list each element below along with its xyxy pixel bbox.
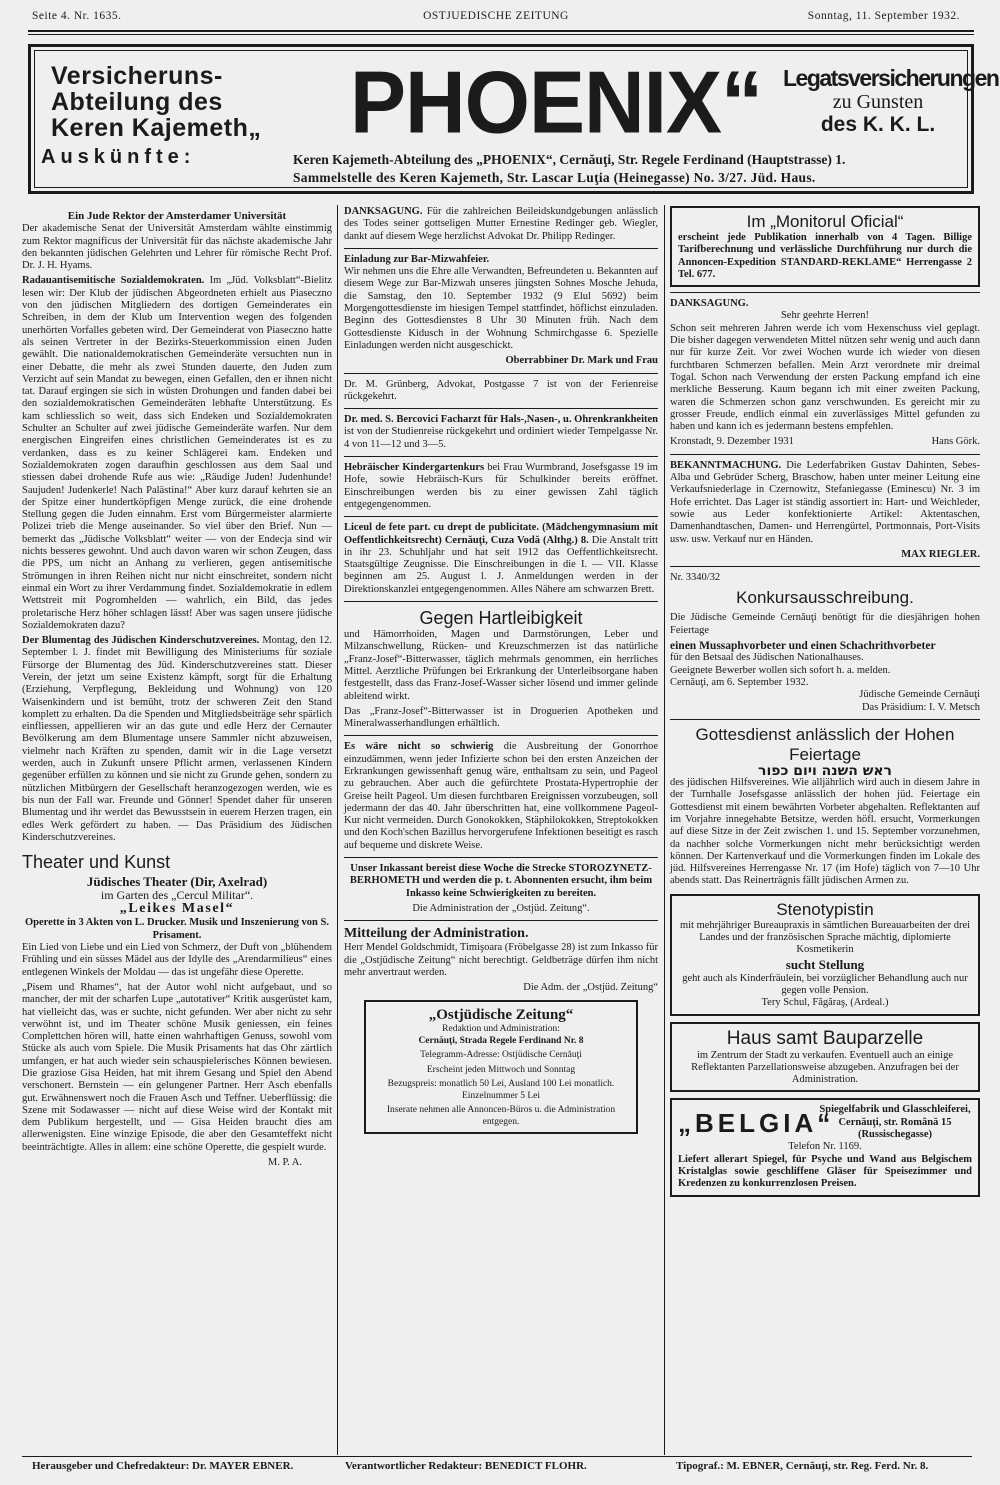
header-rule-thin bbox=[28, 34, 974, 35]
ad-stenotypistin-title: Stenotypistin bbox=[776, 899, 874, 919]
imprint-line-2: Cernăuţi, Strada Regele Ferdinand Nr. 8 bbox=[418, 1035, 584, 1046]
ad-monitorul-title: Im „Monitorul Oficial“ bbox=[746, 212, 904, 231]
imprint-box bbox=[364, 1000, 638, 1134]
article-body-blumentag: Montag, den 12. September l. J. findet mit Bewilligung des Ministeriums für soziale Fürsorge der Blumentag des Jüd. Kinderschutzvereines statt. Dieser Verein, der jetzt um seine Existenz kämpft, sorgt für die Erhaltung (Erziehung, Verpflegung, Bekleidung und Wohnung) von 120 Waisenkindern und ist bemüht, trotz der schweren Zeit den Stand komplett zu erhalten. Da die Spenden und Mitgliedsbeiträge sehr spärlich einfliessen, appellieren wir an das gute und edle Herz der Cernauter Bevölkerung am dem Blumentage unsere Sammler nicht abzuweisen, vielmehr nach Kräften zu spenden, damit wir in die Lage versetzt werden, auch in Zukunft unsere Pflicht armen, verlassenen Kindern gegenüber erfüllen zu können und sie nicht zu Grunde gehen, sondern zu nützlichen Mitbürgern der Gesellschaft heranzogezogen werden, wie es bis nun der Fall war. Freunde und Gönner! Spendet daher für unseren Blumentag und ihr werdet das Bewusstsein in euerem Herzen tragen, ein edles Werk gefördert zu haben. — Das Präsidium des Jüdischen Kinderschutzvereines. bbox=[22, 635, 333, 843]
ad-stenotypistin-line-3: geht auch als Kinderfräulein, bei vorzüglicher Behandlung auch nur gegen volle Pension. bbox=[682, 972, 968, 996]
banner-info-line1: Keren Kajemeth-Abteilung des „PHOENIX“, Cernăuţi, Str. Regele Ferdinand (Hauptstrasse) 1. bbox=[293, 152, 846, 167]
notice-inkassant-signature: Die Administration der „Ostjüd. Zeitung“. bbox=[412, 902, 590, 914]
banner-right-b: zu Gunsten bbox=[832, 91, 924, 113]
notice-kindergarten-body: bei Frau Wurmbrand, Josefsgasse 19 im Hofe, sowie Hebräisch-Kurs für Schulkinder bereits eröffnet. Einschreibungen werden bis zu einer gewissen Zahl täglich entgegengenommen. bbox=[344, 462, 658, 510]
ad-haus bbox=[670, 1022, 980, 1093]
theater-review-2: „Pisem und Rhames“, hat der Autor wohl nicht aufgebaut, und so mancher, der mit der scharfen Lupe „autotativer“ Kritik ausgerüstet kam, hat vielleicht das, was er suchte, nicht gefunden. Wer aber nicht zu sehr verwöhnt ist, und im Theater schöne Musik geniessen, ein feines Complettchen hören will, hatte einen wahrhaftigen Genuss, sowohl vom Stücke als auch vom Spiele. Die Musik Prisaments hat das Ohr zärtlich umfangen, er hat auch wieder sein schauspielerisches Können bewiesen. Die graziose Gisa Heiden, hat mit ihrem Gesang und Spiel den Abend verschonert. Bernstein — ein gelungener Partner. Herr Asch ebenfalls gut. Erwähnenswert noch die Frauen Asch und Teffner. Ueberflüssig: die Szene mit Sodawasser — nicht auf diese Weise wird der Kontakt mit dem Publikum hergestellt, und — Gisa Heiden braucht dies am allerwenigsten. Eine winzige Episode, die aber den Gesamteffekt nicht beeinträchtigte. Alles in allem: eine schöne Operette, die gespielt wurde. bbox=[22, 981, 332, 1153]
letter-title: DANKSAGUNG. bbox=[670, 298, 749, 310]
konkurs-line-4: Geeignete Bewerber wollen sich sofort h. a. melden. bbox=[670, 664, 891, 676]
ad-haus-body: im Zentrum der Stadt zu verkaufen. Eventuell auch an einige Reflektanten Parzellationsweise abzugeben. Anzufragen bei der Administration. bbox=[691, 1049, 959, 1086]
footer-editor: Verantwortlicher Redakteur: BENEDICT FLOHR. bbox=[345, 1460, 587, 1472]
ad-hartleibigkeit-title: Gegen Hartleibigkeit bbox=[419, 608, 583, 629]
banner-left-text: Versicheruns-Abteilung des Keren Kajemeth„ bbox=[51, 62, 262, 142]
notice-kindergarten bbox=[344, 462, 658, 511]
notice-inkassant: Unser Inkassant bereist diese Woche die Strecke STOROZYNETZ-BERHOMETH und werden die p. t. Abonnenten ersucht, ihm beim Inkasso keine Schwierigkeiten zu bereiten. bbox=[349, 863, 653, 899]
notice-bekanntmachung-body: Die Lederfabriken Gustav Dahinten, Sebes-Alba und Gebrüder Scherg, Braschow, haben unter meiner Leitung eine Verkaufsniederlage in Czernowitz, Stefaniegasse (Eminescu) Nr. 3 im Hofe errichtet. Das Lager ist ständig assortiert in: Hart- und Weichleder, sowie aus Leder konfektionierte Artikel: Aktentaschen, Damenhandtaschen, Damen- und Herrengürtel, Portmonnais, Port-Visits usw. usw. Verkauf nur en Händen. bbox=[670, 459, 980, 545]
ad-belgia-brand: „BELGIA“ bbox=[678, 1107, 835, 1138]
imprint-line-4: Erscheint jeden Mittwoch und Sonntag bbox=[426, 1064, 576, 1075]
letter-place-date: Kronstadt, 9. Dezember 1931 bbox=[670, 436, 794, 448]
ad-monitorul-body: erscheint jede Publikation innerhalb von 4 Tagen. Billige Tarifberechnung und verlässliche Durchführung nur durch die Annoncen-Expedition STANDARD-REKLAME“ Herrengasse 2 Tel. 677. bbox=[678, 232, 972, 280]
ad-stenotypistin bbox=[670, 894, 980, 1016]
notice-danksagung bbox=[344, 206, 658, 243]
theater-play: „Leikes Masel“ bbox=[119, 901, 235, 917]
column-3 bbox=[670, 206, 980, 1197]
article-title-social: Radauantisemitische Sozialdemokraten. bbox=[22, 275, 205, 287]
notice-mitteilung-title: Mitteilung der Administration. bbox=[344, 926, 529, 942]
article-blumentag bbox=[22, 635, 332, 844]
running-header bbox=[32, 10, 960, 30]
imprint-line-5: Bezugspreis: monatlich 50 Lei, Ausland 100 Lei monatlich. Einzelnummer 5 Lei bbox=[387, 1079, 615, 1101]
header-rule bbox=[28, 30, 974, 32]
ad-stenotypistin-line-2: sucht Stellung bbox=[785, 956, 865, 972]
theater-review-1: Ein Lied von Liebe und ein Lied von Schmerz, der Duft von „blühendem Frühling und ein süsses Mädel aus der Idylle des „Arendarmilieus“ eines entlegenen Winkels der Moldau — das ist ungefähr diese Operette. bbox=[22, 942, 332, 978]
section-theater: Theater und Kunst bbox=[22, 852, 171, 873]
konkurs-line-3: für den Betsaal des Jüdischen Nationalhauses. bbox=[670, 652, 864, 664]
gottesdienst-title: Gottesdienst anlässlich der Hohen Feiertage bbox=[695, 724, 955, 764]
ad-hartleibigkeit-body: und Hämorrhoiden, Magen und Darmstörungen, Leber und Milzanschwellung, Rücken- und Kreuzschmerzen ist das natürliche „Franz-Josef“-Bitterwasser, täglich mehrmals genommen, ein herrliches Mittel. Aerztliche Prüfungen bei Erkrankung der Unterleibsorgane haben festgestellt, dass das Franz-Josef-Wasser sicher lösend und immer gelinde ableitend wirkt. bbox=[344, 629, 658, 702]
footer-rule bbox=[22, 1456, 972, 1457]
notice-bercovici-body: ist von der Studienreise rückgekehrt und ordiniert wieder Tempelgasse Nr. 4 von 11—12 und 3—5. bbox=[344, 426, 658, 450]
imprint-line-3: Telegramm-Adresse: Ostjüdische Cernăuţi bbox=[420, 1050, 582, 1061]
ad-pageol-body: die Ausbreitung der Gonorrhoe einzudämmen, wenn jeder Infizierte schon bei den ersten Anzeichen der Erkrankungen gewissenhaft genug wäre, enthaltsam zu sein, und Pageol zu gebrauchen. Aber auch die gefürchtete Prostata-Hypertrophie der Greise heilt Pageol. Um diesen furchtbaren Ereignissen vorzubeugen, soll jedermann der das 40. Jahr überschritten hat, eine vollkommene Pageol-Kur nicht vermeiden. Durch Gonokokken, Stäphilokokken, Streptokokken und den Koch'schen Bazillus hervorgerufene Infektionen beseitigt es rasch auf bequeme und diskrete Weise. bbox=[344, 741, 658, 851]
notice-barmizwah-signature: Oberrabbiner Dr. Mark und Frau bbox=[505, 355, 658, 367]
theater-venue: im Garten des „Cercul Militar“. bbox=[100, 888, 254, 903]
konkurs-line-5: Cernăuţi, am 6. September 1932. bbox=[670, 676, 809, 688]
article-title-blumentag: Der Blumentag des Jüdischen Kinderschutzvereines. bbox=[22, 635, 260, 647]
notice-bekanntmachung bbox=[670, 460, 980, 546]
ad-hartleibigkeit-sales: Das „Franz-Josef“-Bitterwasser ist in Droguerien Apotheken und Mineralwasserhandlungen erhältlich. bbox=[344, 705, 658, 730]
gottesdienst-hebrew: ראש השנה ויום כפור bbox=[758, 762, 892, 779]
footer-printer: Tipograf.: M. EBNER, Cernăuţi, str. Reg. Ferd. Nr. 8. bbox=[676, 1460, 929, 1472]
notice-mitteilung-signature: Die Adm. der „Ostjüd. Zeitung“ bbox=[523, 982, 658, 994]
notice-kindergarten-title: Hebräischer Kindergartenkurs bbox=[344, 462, 485, 474]
notice-bercovici bbox=[344, 414, 658, 451]
banner-brand: PHOENIX“ bbox=[349, 52, 763, 152]
konkurs-line-1: Die Jüdische Gemeinde Cernăuţi benötigt für die diesjährigen hohen Feiertage bbox=[670, 612, 980, 636]
ad-belgia-top bbox=[678, 1104, 972, 1141]
ad-stenotypistin-line-1: mit mehrjähriger Bureaupraxis in sämtlichen Bureauarbeiten der drei Landes und der französischen Sprache mächtig, diplomierte Kosmetikerin bbox=[679, 919, 971, 956]
banner-info-line2: Sammelstelle des Keren Kajemeth, Str. Lascar Luţia (Heinegasse) No. 3/27. Jüd. Haus. bbox=[293, 170, 816, 185]
column-rule-2 bbox=[664, 205, 665, 1455]
column-1 bbox=[22, 206, 332, 1169]
ad-monitorul bbox=[670, 206, 980, 287]
theater-signature: M. P. A. bbox=[267, 1157, 302, 1169]
column-rule-1 bbox=[337, 205, 338, 1455]
konkurs-number: Nr. 3340/32 bbox=[670, 572, 721, 584]
banner-info-label: Auskünfte: bbox=[41, 146, 196, 168]
article-body-rektor: Der akademische Senat der Universität Amsterdam wählte einstimmig zum Rektor magnificus der Universität für das nächste akademische Jahr den bekannten jüdischen Gelehrten und Lehrer für römische Recht Prof. Dr. J. H. Hyams. bbox=[22, 223, 332, 272]
banner-right-c: des K. K. L. bbox=[820, 113, 936, 136]
ad-belgia-phone: Telefon Nr. 1169. bbox=[788, 1141, 862, 1153]
theater-name: Jüdisches Theater (Dir, Axelrad) bbox=[86, 874, 268, 890]
notice-liceul-title: Liceul de fete part. cu drept de publicitate. (Mädchengymnasium mit Oeffentlichkeitsrecht) Cernăuţi, Cuza Vodă (Althg.) 8. bbox=[344, 522, 658, 546]
notice-bekanntmachung-title: BEKANNTMACHUNG. bbox=[670, 459, 782, 471]
gottesdienst-body: des jüdischen Hilfsvereines. Wie alljährlich wird auch in diesem Jahre in der Turnhalle Josefsgasse anlässlich der hohen jüd. Feiertage ein Gottesdienst mit einem bewährten Vorbeter abgehalten. Reflektanten auf im Vorjahre innegehabte Betsitze, werden höfl. ersucht, Vormerkungen auf diese Sitze in der Zeit zwischen 1. und 15. September vorzunehmen, da nachher solche Vormerkungen nicht mehr berücksichtigt werden können. Der Kartenverkauf und die Vormerkungen finden im Lokale des jüd. Hilfsvereines Herrengasse Nr. 17 (im Hofe) täglich von 7—10 Uhr abends statt. Das Reinerträgnis fällt jüdischen Armen zu. bbox=[670, 777, 980, 887]
letter-body: Schon seit mehreren Jahren werde ich vom Hexenschuss viel geplagt. Die bisher dagegen verwendeten Mittel nützen sehr wenig und auch dann nur für kurze Zeit. Vor zwei Wochen wurde ich wieder von diesen furchtbaren Schmerzen befallen. Mein Arzt verordnete mir dreimal Togal. Schon nach Verwendung der ersten Packung empfand ich eine merkliche Besserung. Kaum begann ich mit einer zweiten Packung, waren die Schmerzen schon ganz verschwunden. Es gereicht mir zu grosser Freude, endlich einmal ein zuverlässiges Mittel gefunden zu haben und kann ich es jedermann bestens empfehlen. bbox=[670, 322, 980, 433]
ad-haus-title: Haus samt Bauparzelle bbox=[726, 1027, 924, 1049]
letter-greeting: Sehr geehrte Herren! bbox=[780, 310, 870, 322]
footer-publisher: Herausgeber und Chefredakteur: Dr. MAYER EBNER. bbox=[32, 1460, 294, 1472]
konkurs-line-2: einen Mussaphvorbeter und einen Schachrithvorbeter bbox=[670, 640, 936, 653]
notice-barmizwah-body: Wir nehmen uns die Ehre alle Verwandten, Befreundeten u. Bekannten auf diesem Wege zur Bar-Mizwah unseres jüngsten Sohnes Mosche Jehuda, die Samstag, den 10. September 1932 (9 Elul 5692) beim Morgengottesdienste im hiesigen Tempel stattfindet, höflichst einzuladen. Beginn des Gottesdienstes 8 Uhr 30 Minuten früh. Nach dem Gottesdienste Kidusch in der Wohnung Schmirchgasse 6. Spezielle Einladungen werden nicht ausgeschickt. bbox=[344, 266, 658, 351]
ad-stenotypistin-line-4: Tery Schul, Făgăraş, (Ardeal.) bbox=[761, 997, 889, 1009]
notice-barmizwah-title: Einladung zur Bar-Mizwahfeier. bbox=[344, 253, 490, 265]
paper-title: OSTJUEDISCHE ZEITUNG bbox=[423, 10, 569, 22]
notice-liceul-body: Die Anstalt tritt in ihr 23. Schuhljahr und hat seit 1912 das Oeffentlichkeitsrecht. Staatsgültige Zeugnisse. Die Einschreibungen in die I. — VII. Klasse beginnen am 25. August l. J. Anmeldungen werden in der Direktionskanzlei entgegengenommen. Alles Nähere am schwarzen Brett. bbox=[344, 534, 659, 595]
article-social bbox=[22, 275, 332, 632]
article-title-rektor: Ein Jude Rektor der Amsterdamer Universität bbox=[67, 210, 287, 222]
notice-bekanntmachung-signature: MAX RIEGLER. bbox=[901, 548, 980, 560]
ad-belgia-address: Spiegelfabrik und Glasschleiferei, Cernăuţi, str. Română 15 (Russischegasse) bbox=[819, 1104, 971, 1141]
notice-bercovici-title: Dr. med. S. Bercovici Facharzt für Hals-,Nasen-, u. Ohrenkrankheiten bbox=[344, 414, 658, 426]
letter-signature: Hans Görk. bbox=[931, 436, 980, 448]
ad-pageol-title: Es wäre nicht so schwierig bbox=[344, 741, 494, 753]
imprint-title: „Ostjüdische Zeitung“ bbox=[428, 1007, 574, 1024]
page-number: Seite 4. Nr. 1635. bbox=[32, 10, 122, 22]
phoenix-banner bbox=[28, 44, 999, 194]
letter-footer bbox=[670, 436, 980, 448]
article-body-social: Im „Jüd. Volksblatt“-Bielitz lesen wir: Der Klub der jüdischen Abgeordneten erhielt aus Piaseczno von den jüdischen Mitgliedern des dortigen Gemeinderates ein Schreiben, in dem der Klub um Intervention wegen des folgenden unerhörten Vorfalles gebeten wird. Der Gemeinderat von Piaseczno hatte als seinen Vertreter in der Bezirks-Steuerkommission einen Juden gewählt. Die nationaldemokratischen Gemeinderäte versuchten nun in einer Debatte, die mehr als zwei Stunden dauerte, den Juden zum Verzicht auf sein Mandat zu bewegen, einen Gefallen, den er ihnen nicht tat. Darauf ergingen sie sich in wüsten Drohungen und fanden dabei bei den sozialdemokratischen Gemeinderäten lebhafte Unterstützung. Es kam schliesslich so weit, dass sich Endeken und Sozialdemokraten Schulter an Schulter auf zwei jüdische Gemeinderäte warfen. Nur dem energischen Eingreifen eines christlichen Gemeinderates ist es zu verdanken, dass es zu keiner Schlägerei kam. Endeken und Sozialdemokraten zogen daraufhin geschlossen aus dem Saal und stiessen dabei drohende Rufe aus wie: „Räudige Juden! Judenhunde! Saujuden! Judenkerle! Nach Palästina!“ Aber kurz darauf kehrten sie an der Spitze einer hundertköpfigen Menge zurück, die eine drohende Stellung gegen die Juden einnahm. Erst vom Bürgermeister alarmierte Polizei trieb die Menge auseinander. So viel über den Brief. Nun — bemerkt das „Jüdische Volksblatt“ weiter — von der Endecja sind wir nichts besseres gewohnt. Und auch davon waren wir schon Zeugen, dass die PPS, um nicht an Anhang zu verlieren, gegen antisemitische Strömungen in ihren Reihen nicht nur nicht einschreitet, sondern nicht einmal ein Wort zu ihrer Verdammung findet. Sozialdemokratie in edlem Wettstreit mit Pogromhelden — wahrlich, ein Bild, das jedes proletarische Herz höher schlagen lässt! Aber was sagen unsere jüdische Sozialdemokraten dazu? bbox=[22, 275, 332, 631]
banner-right-a: Legatsversicherungen bbox=[783, 65, 999, 91]
notice-danksagung-body: Für die zahlreichen Beileidskundgebungen anlässlich des Todes seiner gottseligen Mutter Ernestine Redinger geb. Wiegler, dankt auf diesem Wege herzlichst Advokat Dr. Philipp Redinger. bbox=[344, 206, 659, 242]
konkurs-line-6: Jüdische Gemeinde Cernăuţi bbox=[859, 689, 980, 701]
konkurs-line-7: Das Präsidium: I. V. Metsch bbox=[861, 701, 980, 713]
notice-liceul bbox=[344, 522, 658, 596]
notice-mitteilung-body: Herr Mendel Goldschmidt, Timişoara (Fröbelgasse 28) ist zum Inkasso für die „Ostjüdische Zeitung“ nicht berechtigt. Geldbeträge dürfen ihm nicht mehr anvertraut werden. bbox=[344, 942, 658, 978]
ad-belgia bbox=[670, 1098, 980, 1196]
column-2 bbox=[344, 206, 658, 1134]
ad-belgia-body: Liefert allerart Spiegel, für Psyche und Wand aus Belgischem Kristalglas sowie geschliffene Gläser für Speisezimmer und Kredenzen zu konkurrenzlosen Preisen. bbox=[678, 1153, 972, 1190]
banner-right bbox=[783, 65, 999, 137]
notice-danksagung-title: DANKSAGUNG. bbox=[344, 206, 423, 217]
theater-credits: Operette in 3 Akten von L. Drucker. Musik und Inszenierung von S. Prisament. bbox=[25, 917, 329, 941]
konkurs-title: Konkursausschreibung. bbox=[736, 588, 914, 608]
imprint-line-6: Inserate nehmen alle Annoncen-Büros u. die Administration entgegen. bbox=[386, 1105, 616, 1127]
ad-pageol bbox=[344, 741, 658, 852]
notice-gruenberg: Dr. M. Grünberg, Advokat, Postgasse 7 ist von der Ferienreise rückgekehrt. bbox=[344, 378, 658, 402]
issue-date: Sonntag, 11. September 1932. bbox=[807, 10, 960, 22]
imprint-line-1: Redaktion und Administration: bbox=[442, 1024, 560, 1035]
